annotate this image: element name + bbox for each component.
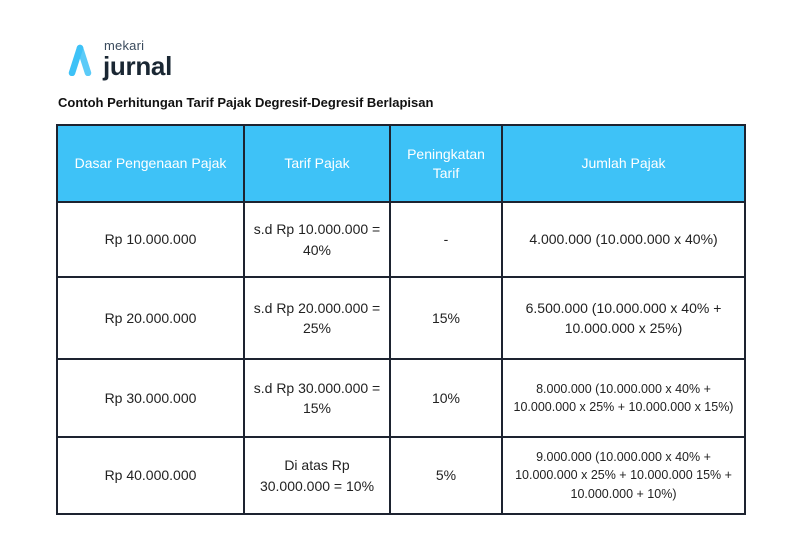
cell-peningkatan: 5% bbox=[390, 437, 502, 514]
table-row bbox=[57, 437, 745, 514]
brand-small-text: mekari bbox=[104, 38, 145, 53]
cell-dasar: Rp 30.000.000 bbox=[57, 359, 244, 437]
table-title: Contoh Perhitungan Tarif Pajak Degresif-Degresif Berlapisan bbox=[58, 95, 434, 110]
header-tarif: Tarif Pajak bbox=[244, 125, 390, 202]
cell-peningkatan: - bbox=[390, 202, 502, 277]
cell-jumlah: 8.000.000 (10.000.000 x 40% + 10.000.000 x 25% + 10.000.000 x 15%) bbox=[502, 359, 745, 437]
cell-dasar: Rp 20.000.000 bbox=[57, 277, 244, 359]
cell-jumlah: 9.000.000 (10.000.000 x 40% + 10.000.000 x 25% + 10.000.000 15% + 10.000.000 + 10%) bbox=[502, 437, 745, 514]
brand-name: jurnal bbox=[103, 51, 172, 81]
cell-peningkatan: 10% bbox=[390, 359, 502, 437]
cell-tarif: Di atas Rp 30.000.000 = 10% bbox=[244, 437, 390, 514]
header-jumlah: Jumlah Pajak bbox=[502, 125, 745, 202]
cell-tarif: s.d Rp 30.000.000 = 15% bbox=[244, 359, 390, 437]
header-peningkatan: Peningkatan Tarif bbox=[390, 125, 502, 202]
cell-tarif: s.d Rp 10.000.000 = 40% bbox=[244, 202, 390, 277]
table-row bbox=[57, 277, 745, 359]
header-dasar: Dasar Pengenaan Pajak bbox=[57, 125, 244, 202]
cell-jumlah: 6.500.000 (10.000.000 x 40% + 10.000.000 x 25%) bbox=[502, 277, 745, 359]
mekari-logo-icon bbox=[63, 42, 97, 76]
cell-dasar: Rp 10.000.000 bbox=[57, 202, 244, 277]
brand-logo bbox=[63, 38, 172, 80]
cell-jumlah: 4.000.000 (10.000.000 x 40%) bbox=[502, 202, 745, 277]
table-row bbox=[57, 202, 745, 277]
table-header-row bbox=[57, 125, 745, 202]
table-row bbox=[57, 359, 745, 437]
cell-tarif: s.d Rp 20.000.000 = 25% bbox=[244, 277, 390, 359]
tax-table bbox=[56, 124, 746, 515]
cell-peningkatan: 15% bbox=[390, 277, 502, 359]
cell-dasar: Rp 40.000.000 bbox=[57, 437, 244, 514]
